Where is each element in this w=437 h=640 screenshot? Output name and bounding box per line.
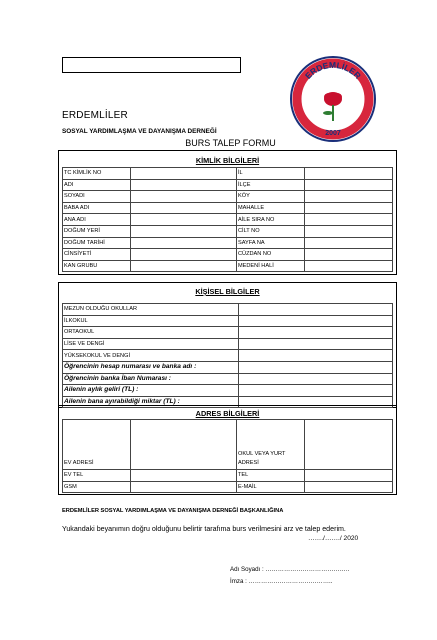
table-row [63,373,393,385]
identity-value-field[interactable] [131,179,237,191]
personal-label: YÜKSEKOKUL VE DENGİ [63,350,239,362]
identity-value-field[interactable] [131,168,237,180]
personal-value-field[interactable] [239,361,393,373]
identity-value-field[interactable] [305,260,393,272]
identity-value-field[interactable] [131,249,237,261]
home-phone-field[interactable] [131,470,237,482]
phone-field[interactable] [305,470,393,482]
school-address-field[interactable] [305,420,393,470]
table-row [63,315,393,327]
table-row [63,420,393,470]
identity-label: ADI [63,179,131,191]
logo-year: 2007 [325,130,341,137]
home-phone-label: EV TEL [63,470,131,482]
personal-table [62,303,393,408]
organization-full-name: SOSYAL YARDIMLAŞMA VE DAYANIŞMA DERNEĞİ [62,128,217,135]
table-row [63,481,393,493]
table-row [63,260,393,272]
organization-name: ERDEMLİLER [62,110,128,121]
identity-value-field[interactable] [131,202,237,214]
identity-value-field[interactable] [305,191,393,203]
identity-section-title: KİMLİK BİLGİLERİ [195,156,260,165]
addressee: ERDEMLİLER SOSYAL YARDIMLAŞMA VE DAYANIŞMA DERNEĞİ BAŞKANLIĞINA [62,508,284,514]
identity-label: ANA ADI [63,214,131,226]
identity-label: CİNSİYETİ [63,249,131,261]
table-row [63,191,393,203]
address-section-title: ADRES BİLGİLERİ [195,409,260,418]
identity-label: TC KİMLİK NO [63,168,131,180]
identity-label: SAYFA NA [237,237,305,249]
association-logo [284,55,382,143]
table-row [63,350,393,362]
table-row [63,214,393,226]
document-number-box[interactable] [62,57,241,73]
personal-label: ORTAOKUL [63,327,239,339]
identity-label: KÖY [237,191,305,203]
table-row [63,327,393,339]
identity-label: MEDENİ HALİ [237,260,305,272]
identity-value-field[interactable] [305,249,393,261]
identity-label: DOĞUM TARİHİ [63,237,131,249]
personal-label: LİSE VE DENGİ [63,338,239,350]
table-row [63,249,393,261]
personal-label: Ailenin aylık geliri (TL) : [63,385,239,397]
identity-value-field[interactable] [131,225,237,237]
table-row [63,168,393,180]
identity-value-field[interactable] [131,237,237,249]
personal-label: Ailenin bana ayırabildiği miktar (TL) : [63,396,239,408]
phone-label: TEL [237,470,305,482]
personal-value-field[interactable] [239,315,393,327]
identity-value-field[interactable] [305,179,393,191]
personal-label: Öğrencinin banka İban Numarası : [63,373,239,385]
identity-value-field[interactable] [305,168,393,180]
personal-value-field[interactable] [239,304,393,316]
identity-value-field[interactable] [305,214,393,226]
home-address-field[interactable] [131,420,237,470]
address-table [62,419,393,493]
table-row [63,338,393,350]
identity-value-field[interactable] [131,214,237,226]
identity-value-field[interactable] [305,225,393,237]
table-row [63,179,393,191]
form-title: BURS TALEP FORMU [185,138,276,148]
identity-value-field[interactable] [131,260,237,272]
name-surname-line[interactable]: Adı Soyadı : ………………………………….. [230,566,350,573]
personal-value-field[interactable] [239,327,393,339]
gsm-label: GSM [63,481,131,493]
identity-value-field[interactable] [305,202,393,214]
identity-label: KAN GRUBU [63,260,131,272]
identity-label: CÜZDAN NO [237,249,305,261]
table-row [63,361,393,373]
personal-section-title: KİŞİSEL BİLGİLER [195,287,260,296]
home-address-label [63,420,131,470]
personal-value-field[interactable] [239,373,393,385]
table-row [63,470,393,482]
table-row [63,304,393,316]
gsm-field[interactable] [131,481,237,493]
identity-label: SOYADI [63,191,131,203]
identity-label: CİLT NO [237,225,305,237]
personal-value-field[interactable] [239,338,393,350]
identity-value-field[interactable] [131,191,237,203]
identity-value-field[interactable] [305,237,393,249]
school-address-line2: ADRESİ [238,460,259,466]
email-label: E-MAİL [237,481,305,493]
identity-label: İLÇE [237,179,305,191]
identity-table [62,167,393,272]
identity-label: BABA ADI [63,202,131,214]
personal-label: Öğrencinin hesap numarası ve banka adı : [63,361,239,373]
email-field[interactable] [305,481,393,493]
school-address-line1: OKUL VEYA YURT [238,451,286,457]
identity-label: MAHALLE [237,202,305,214]
identity-label: DOĞUM YERİ [63,225,131,237]
personal-value-field[interactable] [239,385,393,397]
personal-label: İLKOKUL [63,315,239,327]
date-line[interactable]: ……./……./ 2020 [308,535,359,542]
logo-text: ERDEMLİLER [302,59,363,81]
table-row [63,225,393,237]
declaration-text: Yukandaki beyanımın doğru olduğunu belirtir tarafıma burs verilmesini arz ve talep ederim. [62,525,346,533]
signature-line[interactable]: İmza : ………………………………….. [230,578,333,585]
table-row [63,202,393,214]
home-address-text: EV ADRESİ [64,460,94,466]
identity-label: İL [237,168,305,180]
school-address-label [237,420,305,470]
table-row [63,385,393,397]
personal-value-field[interactable] [239,350,393,362]
identity-label: AİLE SIRA NO [237,214,305,226]
table-row [63,237,393,249]
personal-label: MEZUN OLDUĞU OKULLAR [63,304,239,316]
